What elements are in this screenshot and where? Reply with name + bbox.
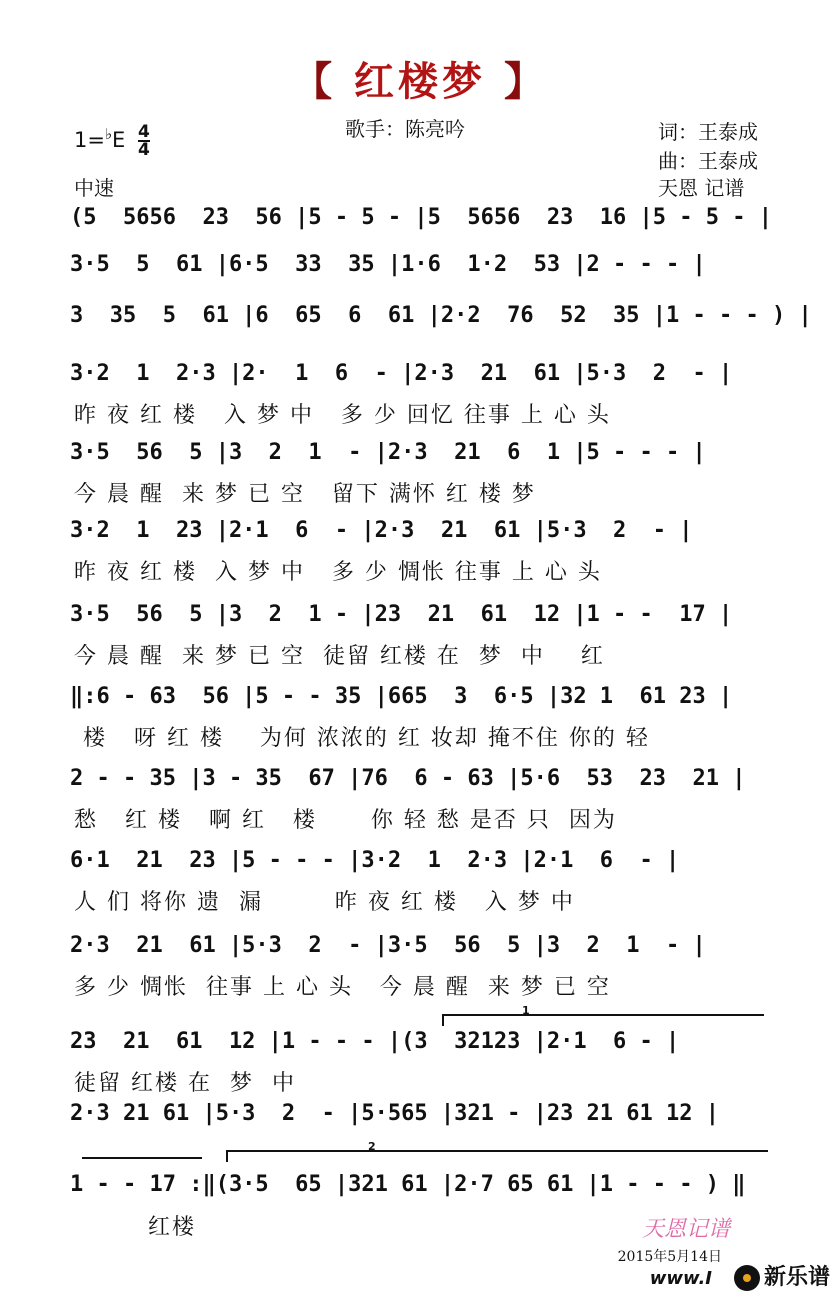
score-row-10-lyrics: 人 们 将你 遗 漏 昨 夜 红 楼 入 梦 中 <box>74 890 575 915</box>
logo-disc-icon <box>734 1265 760 1291</box>
key-signature: 1=♭E $\frac{4}{4}$ <box>74 122 150 160</box>
score-row-4-lyrics: 昨 夜 红 楼 入 梦 中 多 少 回忆 往事 上 心 头 <box>74 403 611 428</box>
site-url: www.I <box>649 1268 712 1289</box>
score-row-11-lyrics: 多 少 惆怅 往事 上 心 头 今 晨 醒 来 梦 已 空 <box>74 975 611 1000</box>
score-row-6-notes: 3·2 1 23 |2·1 6 - |2·3 21 61 |5·3 2 - | <box>70 518 693 543</box>
score-row-9-lyrics: 愁 红 楼 啊 红 楼 你 轻 愁 是否 只 因为 <box>74 808 617 833</box>
tempo-label: 中速 <box>74 176 114 200</box>
score-row-14-notes: 1 - - 17 :‖(3·5 65 |321 61 |2·7 65 61 |1 - - - ) ‖ <box>70 1172 746 1197</box>
volta-bracket-1-end <box>82 1157 202 1159</box>
score-row-5-notes: 3·5 56 5 |3 2 1 - |2·3 21 6 1 |5 - - - | <box>70 440 706 465</box>
score-row-8-lyrics: 楼 呀 红 楼 为何 浓浓的 红 妆却 掩不住 你的 轻 <box>74 726 650 751</box>
composer-credit: 曲：王泰成 <box>658 149 758 173</box>
score-row-8-notes: ‖:6 - 63 56 |5 - - 35 |665 3 6·5 |32 1 61 23 | <box>70 684 733 709</box>
score-row-13-notes: 2·3 21 61 |5·3 2 - |5·565 |321 - |23 21 61 12 | <box>70 1101 720 1126</box>
score-row-2-notes: 3·5 5 61 |6·5 33 35 |1·6 1·2 53 |2 - - - | <box>70 252 706 277</box>
score-row-11-notes: 2·3 21 61 |5·3 2 - |3·5 56 5 |3 2 1 - | <box>70 933 706 958</box>
score-row-6-lyrics: 昨 夜 红 楼 入 梦 中 多 少 惆怅 往事 上 心 头 <box>74 560 602 585</box>
volta-bracket-1: 1 <box>442 1014 764 1026</box>
lyricist-credit: 词：王泰成 <box>658 120 758 144</box>
score-row-3-notes: 3 35 5 61 |6 65 6 61 |2·2 76 52 35 |1 - - - ) | <box>70 303 812 328</box>
score-row-5-lyrics: 今 晨 醒 来 梦 已 空 留下 满怀 红 楼 梦 <box>74 482 536 507</box>
score-row-12-lyrics: 徒留 红楼 在 梦 中 <box>74 1071 296 1096</box>
score-row-9-notes: 2 - - 35 |3 - 35 67 |76 6 - 63 |5·6 53 23 21 | <box>70 766 746 791</box>
score-row-7-notes: 3·5 56 5 |3 2 1 - |23 21 61 12 |1 - - 17 | <box>70 602 733 627</box>
volta-bracket-2: 2 <box>226 1150 768 1162</box>
transcriber-credit: 天恩 记谱 <box>658 176 745 200</box>
score-row-10-notes: 6·1 21 23 |5 - - - |3·2 1 2·3 |2·1 6 - | <box>70 848 680 873</box>
score-row-1-notes: (5 5656 23 56 |5 - 5 - |5 5656 23 16 |5 - 5 - | <box>70 205 772 230</box>
site-logo: 新乐谱 <box>734 1260 830 1291</box>
song-title: 【 红楼梦 】 <box>292 59 548 105</box>
score-row-12-notes: 23 21 61 12 |1 - - - |(3 32123 |2·1 6 - | <box>70 1029 680 1054</box>
score-row-14-lyrics: 红楼 <box>148 1215 197 1240</box>
watermark-signature: 天恩记谱 <box>641 1217 730 1242</box>
singer-label: 歌手：陈亮吟 <box>345 117 465 141</box>
score-row-7-lyrics: 今 晨 醒 来 梦 已 空 徒留 红楼 在 梦 中 红 <box>74 644 605 669</box>
time-signature: $\frac{4}{4}$ <box>138 122 150 160</box>
score-row-4-notes: 3·2 1 2·3 |2· 1 6 - |2·3 21 61 |5·3 2 - | <box>70 361 733 386</box>
date-stamp: 2015年5月14日 <box>617 1249 722 1265</box>
